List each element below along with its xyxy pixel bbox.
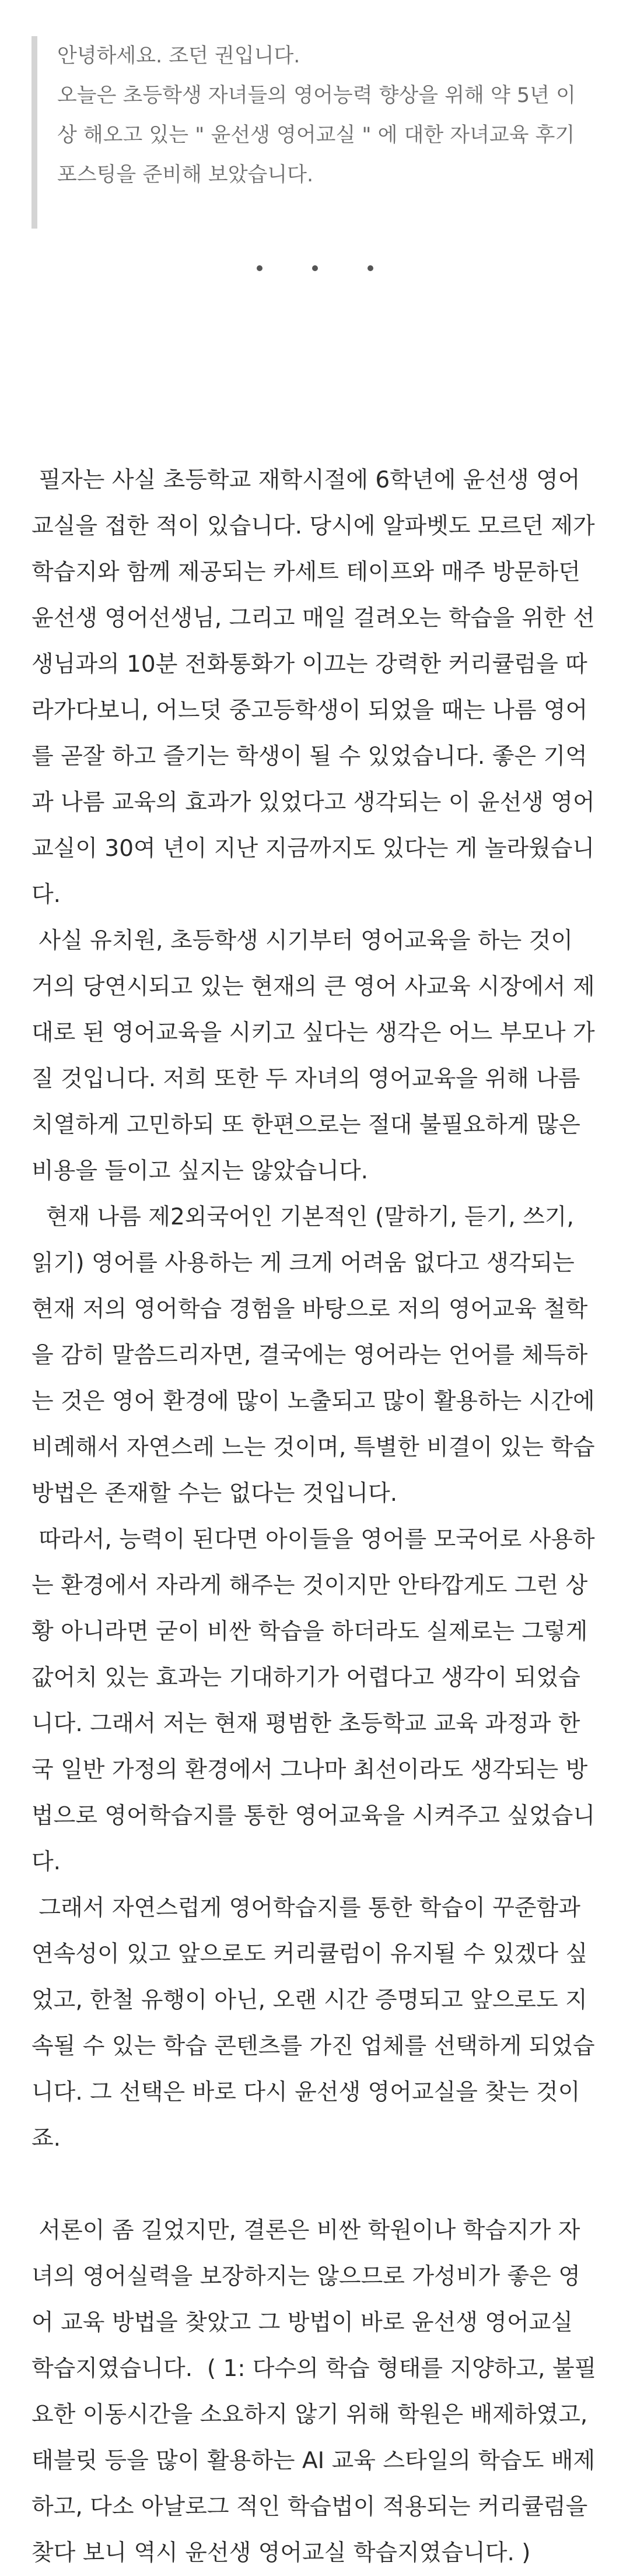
intro-blockquote (57, 36, 576, 195)
section-divider (257, 262, 373, 274)
intro-text: 오늘은 초등학생 자녀들의 영어능력 향상을 위해 약 5년 이상 해오고 있는 " 윤선생 영어교실 " 에 대한 자녀교육 후기 포스팅을 준비해 보았습니다. (57, 84, 576, 187)
paragraph-3: 현재 나름 제2외국어인 기본적인 (말하기, 듣기, 쓰기, 읽기) 영어를 사용하는 게 크게 어려움 없다고 생각되는 현재 저의 영어학습 경험을 바탕으로 저의 영어교육 철학을 감히 말씀드리자면, 결국에는 영어라는 언어를 체득하는 것은 영어 환경에 많이 노출되고 많이 활용하는 시간에 비례해서 자연스레 느는 것이며, 특별한 비결이 있는 학습방법은 존재할 수는 없다는 것입니다. (32, 1204, 603, 1507)
paragraph-2: 사실 유치원, 초등학생 시기부터 영어교육을 하는 것이 거의 당연시되고 있는 현재의 큰 영어 사교육 시장에서 제대로 된 영어교육을 시키고 싶다는 생각은 어느 부모나 가질 것입니다. 저희 또한 두 자녀의 영어교육을 위해 나름 치열하게 고민하되 또 한편으로는 절대 불필요하게 많은 비용을 들이고 싶지는 않았습니다. (32, 928, 595, 1184)
paragraph-5: 그래서 자연스럽게 영어학습지를 통한 학습이 꾸준함과 연속성이 있고 앞으로도 커리큘럼이 유지될 수 있겠다 싶었고, 한철 유행이 아닌, 오랜 시간 증명되고 앞으로도 지속될 수 있는 학습 콘텐츠를 가진 업체를 선택하게 되었습니다. 그 선택은 바로 다시 윤선생 영어교실을 찾는 것이죠. (32, 1895, 595, 2152)
paragraph-6: 서론이 좀 길었지만, 결론은 비싼 학원이나 학습지가 자녀의 영어실력을 보장하지는 않으므로 가성비가 좋은 영어 교육 방법을 찾았고 그 방법이 바로 윤선생 영어교실 학습지였습니다. ( 1: 다수의 학습 형태를 지양하고, 불필요한 이동시간을 소요하지 않기 위해 학원은 배제하였고, 태블릿 등을 많이 활용하는 AI 교육 스타일의 학습도 배제하고, 다소 아날로그 적인 학습법이 적용되는 커리큘럼을 찾다 보니 역시 윤선생 영어교실 학습지였습니다. ) (32, 2217, 597, 2566)
paragraph-spacer (32, 2161, 600, 2208)
article-body (32, 457, 603, 2576)
divider-dot (312, 265, 318, 271)
intro-greeting: 안녕하세요. 조던 권입니다. (57, 44, 300, 68)
paragraph-4: 따라서, 능력이 된다면 아이들을 영어를 모국어로 사용하는 환경에서 자라게 해주는 것이지만 안타깝게도 그런 상황 아니라면 굳이 비싼 학습을 하더라도 실제로는 그렇게 값어치 있는 효과는 기대하기가 어렵다고 생각이 되었습니다. 그래서 저는 현재 평범한 초등학교 교육 과정과 한국 일반 가정의 환경에서 그나마 최선이라도 생각되는 방법으로 영어학습지를 통한 영어교육을 시켜주고 싶었습니다. (32, 1526, 596, 1875)
paragraph-1: 필자는 사실 초등학교 재학시절에 6학년에 윤선생 영어교실을 접한 적이 있습니다. 당시에 알파벳도 모르던 제가 학습지와 함께 제공되는 카세트 테이프와 매주 방문하던 윤선생 영어선생님, 그리고 매일 걸려오는 학습을 위한 선생님과의 10분 전화통화가 이끄는 강력한 커리큘럼을 따라가다보니, 어느덧 중고등학생이 되었을 때는 나름 영어를 곧잘 하고 즐기는 학생이 될 수 있었습니다. 좋은 기억과 나름 교육의 효과가 있었다고 생각되는 이 윤선생 영어교실이 30여 년이 지난 지금까지도 있다는 게 놀라웠습니다. (32, 467, 603, 908)
divider-dot (368, 265, 373, 271)
divider-dot (257, 265, 262, 271)
